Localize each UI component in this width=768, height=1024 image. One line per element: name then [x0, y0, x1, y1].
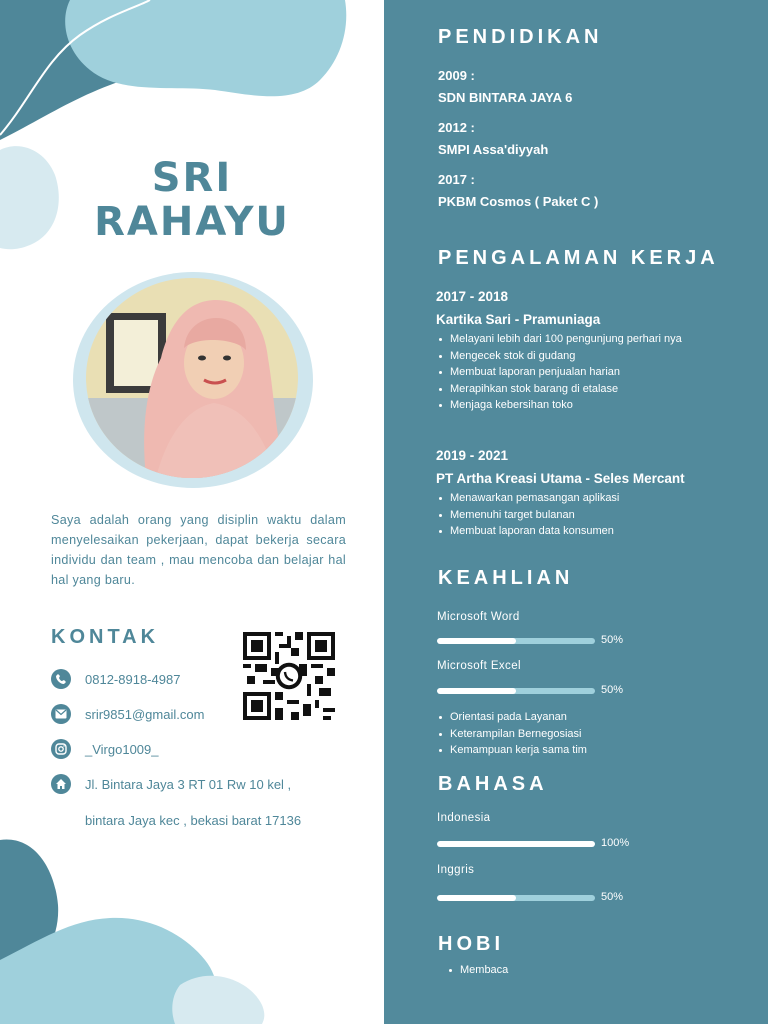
portrait-illustration	[86, 278, 298, 478]
language-bar-fill	[437, 895, 516, 901]
skill-percent: 50%	[601, 634, 624, 646]
skill-bar-fill	[437, 638, 516, 644]
education-year: 2012 :	[438, 120, 475, 135]
job-title: PT Artha Kreasi Utama - Seles Mercant	[436, 471, 685, 486]
list-item: Mengecek stok di gudang	[438, 348, 738, 365]
list-item: Membuat laporan penjualan harian	[438, 364, 738, 381]
list-item: Keterampilan Bernegosiasi	[438, 726, 738, 743]
contact-address	[51, 774, 291, 794]
skills-title: KEAHLIAN	[438, 567, 574, 589]
contact-phone[interactable]	[51, 669, 180, 689]
list-item: Membaca	[448, 962, 748, 979]
soft-skills	[438, 709, 738, 759]
language-percent: 50%	[601, 891, 624, 903]
skill-bar	[437, 688, 595, 694]
phone-icon	[51, 669, 71, 689]
list-item: Menjaga kebersihan toko	[438, 397, 738, 414]
instagram-icon	[51, 739, 71, 759]
email-address: srir9851@gmail.com	[85, 706, 205, 722]
languages-title: BAHASA	[438, 773, 548, 795]
language-percent: 100%	[601, 837, 630, 849]
language-label: Inggris	[437, 864, 475, 876]
language-bar	[437, 841, 595, 847]
about-text: Saya adalah orang yang disiplin waktu dalam menyelesaikan pekerjaan, dapat bekerja secara individu dan team , mau mencoba dan belajar hal hal yang baru.	[51, 513, 346, 587]
contact-instagram[interactable]	[51, 739, 159, 759]
last-name: RAHAYU	[94, 199, 290, 245]
qr-code-icon	[243, 632, 335, 720]
education-year: 2009 :	[438, 68, 475, 83]
list-item: Menawarkan pemasangan aplikasi	[438, 490, 738, 507]
home-icon	[51, 774, 71, 794]
hobby-list	[448, 962, 748, 979]
job-period: 2017 - 2018	[436, 289, 509, 304]
first-name: SRI	[151, 155, 233, 201]
contact-title: KONTAK	[51, 626, 160, 648]
skill-bar	[437, 638, 595, 644]
skill-bar-fill	[437, 688, 516, 694]
phone-number: 0812-8918-4987	[85, 671, 181, 687]
language-label: Indonesia	[437, 812, 491, 824]
skill-label: Microsoft Excel	[437, 660, 521, 672]
experience-title: PENGALAMAN KERJA	[438, 247, 719, 269]
job-period: 2019 - 2021	[436, 448, 509, 463]
skill-label: Microsoft Word	[437, 611, 520, 623]
list-item: Memenuhi target bulanan	[438, 507, 738, 524]
profile-photo	[86, 278, 298, 478]
education-school: SDN BINTARA JAYA 6	[438, 90, 573, 105]
address-line-2: bintara Jaya kec , bekasi barat 17136	[85, 813, 302, 828]
list-item: Merapihkan stok barang di etalase	[438, 381, 738, 398]
address-line-1: Jl. Bintara Jaya 3 RT 01 Rw 10 kel ,	[85, 776, 292, 792]
job-title: Kartika Sari - Pramuniaga	[436, 312, 601, 327]
list-item: Membuat laporan data konsumen	[438, 523, 738, 540]
list-item: Melayani lebih dari 100 pengunjung perhari nya	[438, 331, 738, 348]
skill-percent: 50%	[601, 684, 624, 696]
job-duties	[438, 331, 738, 414]
language-bar	[437, 895, 595, 901]
language-bar-fill	[437, 841, 595, 847]
person-name	[0, 156, 384, 244]
list-item: Orientasi pada Layanan	[438, 709, 738, 726]
instagram-handle: _Virgo1009_	[85, 741, 159, 757]
list-item: Kemampuan kerja sama tim	[438, 742, 738, 759]
education-year: 2017 :	[438, 172, 475, 187]
job-duties	[438, 490, 738, 540]
email-icon	[51, 704, 71, 724]
education-school: SMPI Assa'diyyah	[438, 142, 549, 157]
education-school: PKBM Cosmos ( Paket C )	[438, 194, 599, 209]
education-title: PENDIDIKAN	[438, 26, 603, 48]
hobbies-title: HOBI	[438, 933, 504, 955]
contact-email[interactable]	[51, 704, 204, 724]
